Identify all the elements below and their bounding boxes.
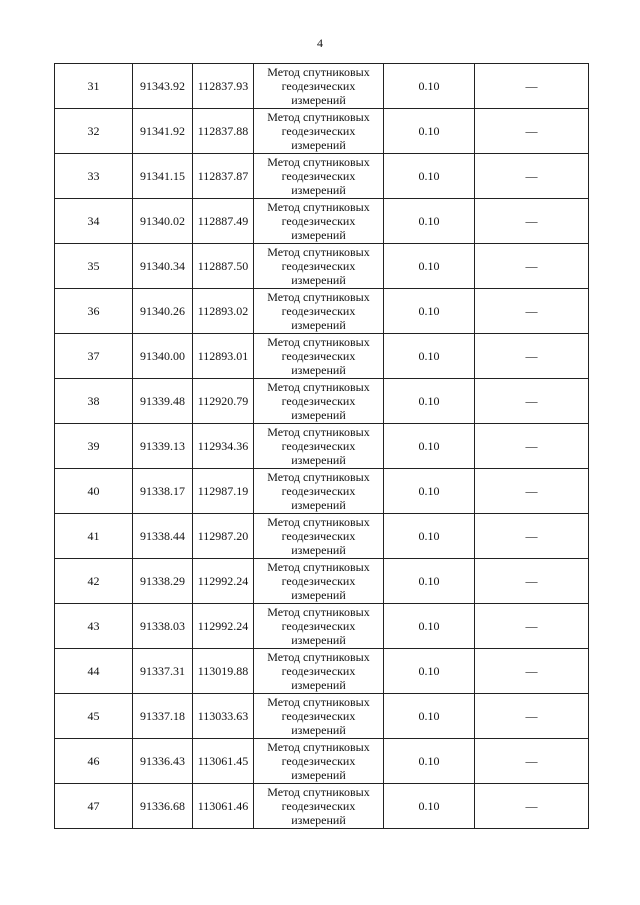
table-row bbox=[55, 379, 589, 424]
method-cell: Метод спутниковых геодезических измерений bbox=[254, 379, 384, 424]
x-coordinate-cell: 91336.68 bbox=[133, 784, 193, 829]
method-cell: Метод спутниковых геодезических измерений bbox=[254, 199, 384, 244]
table-row bbox=[55, 244, 589, 289]
method-cell: Метод спутниковых геодезических измерений bbox=[254, 469, 384, 514]
method-cell: Метод спутниковых геодезических измерений bbox=[254, 424, 384, 469]
y-coordinate-cell: 112887.50 bbox=[193, 244, 254, 289]
y-coordinate-cell: 112893.01 bbox=[193, 334, 254, 379]
y-coordinate-cell: 113061.45 bbox=[193, 739, 254, 784]
page-number: 4 bbox=[317, 36, 323, 50]
point-number-cell: 37 bbox=[55, 334, 133, 379]
description-cell: — bbox=[475, 289, 589, 334]
point-number-cell: 39 bbox=[55, 424, 133, 469]
table-row bbox=[55, 424, 589, 469]
accuracy-cell: 0.10 bbox=[384, 154, 475, 199]
x-coordinate-cell: 91337.31 bbox=[133, 649, 193, 694]
y-coordinate-cell: 112887.49 bbox=[193, 199, 254, 244]
accuracy-cell: 0.10 bbox=[384, 559, 475, 604]
method-cell: Метод спутниковых геодезических измерений bbox=[254, 649, 384, 694]
y-coordinate-cell: 112934.36 bbox=[193, 424, 254, 469]
point-number-cell: 38 bbox=[55, 379, 133, 424]
accuracy-cell: 0.10 bbox=[384, 604, 475, 649]
description-cell: — bbox=[475, 109, 589, 154]
description-cell: — bbox=[475, 739, 589, 784]
table-row bbox=[55, 289, 589, 334]
x-coordinate-cell: 91336.43 bbox=[133, 739, 193, 784]
description-cell: — bbox=[475, 154, 589, 199]
accuracy-cell: 0.10 bbox=[384, 694, 475, 739]
description-cell: — bbox=[475, 559, 589, 604]
point-number-cell: 32 bbox=[55, 109, 133, 154]
y-coordinate-cell: 112837.87 bbox=[193, 154, 254, 199]
table-row bbox=[55, 469, 589, 514]
y-coordinate-cell: 112987.20 bbox=[193, 514, 254, 559]
accuracy-cell: 0.10 bbox=[384, 649, 475, 694]
coordinates-table-body bbox=[55, 64, 589, 829]
y-coordinate-cell: 112837.88 bbox=[193, 109, 254, 154]
point-number-cell: 36 bbox=[55, 289, 133, 334]
table-row bbox=[55, 559, 589, 604]
y-coordinate-cell: 112837.93 bbox=[193, 64, 254, 109]
x-coordinate-cell: 91338.03 bbox=[133, 604, 193, 649]
description-cell: — bbox=[475, 694, 589, 739]
method-cell: Метод спутниковых геодезических измерений bbox=[254, 334, 384, 379]
method-cell: Метод спутниковых геодезических измерений bbox=[254, 694, 384, 739]
x-coordinate-cell: 91339.48 bbox=[133, 379, 193, 424]
x-coordinate-cell: 91341.15 bbox=[133, 154, 193, 199]
x-coordinate-cell: 91339.13 bbox=[133, 424, 193, 469]
table-row bbox=[55, 649, 589, 694]
x-coordinate-cell: 91337.18 bbox=[133, 694, 193, 739]
y-coordinate-cell: 112992.24 bbox=[193, 604, 254, 649]
y-coordinate-cell: 113033.63 bbox=[193, 694, 254, 739]
coordinates-table bbox=[54, 63, 589, 829]
y-coordinate-cell: 112992.24 bbox=[193, 559, 254, 604]
point-number-cell: 31 bbox=[55, 64, 133, 109]
method-cell: Метод спутниковых геодезических измерений bbox=[254, 154, 384, 199]
x-coordinate-cell: 91340.26 bbox=[133, 289, 193, 334]
x-coordinate-cell: 91340.02 bbox=[133, 199, 193, 244]
method-cell: Метод спутниковых геодезических измерений bbox=[254, 109, 384, 154]
point-number-cell: 35 bbox=[55, 244, 133, 289]
description-cell: — bbox=[475, 514, 589, 559]
accuracy-cell: 0.10 bbox=[384, 334, 475, 379]
accuracy-cell: 0.10 bbox=[384, 514, 475, 559]
table-row bbox=[55, 739, 589, 784]
x-coordinate-cell: 91340.00 bbox=[133, 334, 193, 379]
point-number-cell: 41 bbox=[55, 514, 133, 559]
description-cell: — bbox=[475, 424, 589, 469]
y-coordinate-cell: 112893.02 bbox=[193, 289, 254, 334]
y-coordinate-cell: 112987.19 bbox=[193, 469, 254, 514]
method-cell: Метод спутниковых геодезических измерений bbox=[254, 559, 384, 604]
point-number-cell: 46 bbox=[55, 739, 133, 784]
table-row bbox=[55, 694, 589, 739]
table-row bbox=[55, 64, 589, 109]
x-coordinate-cell: 91338.44 bbox=[133, 514, 193, 559]
accuracy-cell: 0.10 bbox=[384, 379, 475, 424]
x-coordinate-cell: 91340.34 bbox=[133, 244, 193, 289]
description-cell: — bbox=[475, 469, 589, 514]
accuracy-cell: 0.10 bbox=[384, 739, 475, 784]
description-cell: — bbox=[475, 649, 589, 694]
y-coordinate-cell: 113019.88 bbox=[193, 649, 254, 694]
table-row bbox=[55, 334, 589, 379]
point-number-cell: 33 bbox=[55, 154, 133, 199]
method-cell: Метод спутниковых геодезических измерений bbox=[254, 244, 384, 289]
table-row bbox=[55, 604, 589, 649]
accuracy-cell: 0.10 bbox=[384, 199, 475, 244]
description-cell: — bbox=[475, 244, 589, 289]
accuracy-cell: 0.10 bbox=[384, 64, 475, 109]
accuracy-cell: 0.10 bbox=[384, 109, 475, 154]
table-row bbox=[55, 199, 589, 244]
description-cell: — bbox=[475, 604, 589, 649]
table-row bbox=[55, 154, 589, 199]
x-coordinate-cell: 91341.92 bbox=[133, 109, 193, 154]
point-number-cell: 47 bbox=[55, 784, 133, 829]
point-number-cell: 43 bbox=[55, 604, 133, 649]
description-cell: — bbox=[475, 379, 589, 424]
method-cell: Метод спутниковых геодезических измерений bbox=[254, 604, 384, 649]
table-row bbox=[55, 109, 589, 154]
y-coordinate-cell: 113061.46 bbox=[193, 784, 254, 829]
point-number-cell: 42 bbox=[55, 559, 133, 604]
accuracy-cell: 0.10 bbox=[384, 289, 475, 334]
accuracy-cell: 0.10 bbox=[384, 424, 475, 469]
accuracy-cell: 0.10 bbox=[384, 784, 475, 829]
x-coordinate-cell: 91338.29 bbox=[133, 559, 193, 604]
accuracy-cell: 0.10 bbox=[384, 244, 475, 289]
method-cell: Метод спутниковых геодезических измерений bbox=[254, 64, 384, 109]
description-cell: — bbox=[475, 334, 589, 379]
x-coordinate-cell: 91343.92 bbox=[133, 64, 193, 109]
method-cell: Метод спутниковых геодезических измерений bbox=[254, 784, 384, 829]
method-cell: Метод спутниковых геодезических измерений bbox=[254, 739, 384, 784]
accuracy-cell: 0.10 bbox=[384, 469, 475, 514]
description-cell: — bbox=[475, 64, 589, 109]
description-cell: — bbox=[475, 199, 589, 244]
point-number-cell: 45 bbox=[55, 694, 133, 739]
method-cell: Метод спутниковых геодезических измерений bbox=[254, 289, 384, 334]
point-number-cell: 44 bbox=[55, 649, 133, 694]
x-coordinate-cell: 91338.17 bbox=[133, 469, 193, 514]
table-row bbox=[55, 514, 589, 559]
y-coordinate-cell: 112920.79 bbox=[193, 379, 254, 424]
method-cell: Метод спутниковых геодезических измерений bbox=[254, 514, 384, 559]
description-cell: — bbox=[475, 784, 589, 829]
point-number-cell: 34 bbox=[55, 199, 133, 244]
table-row bbox=[55, 784, 589, 829]
point-number-cell: 40 bbox=[55, 469, 133, 514]
